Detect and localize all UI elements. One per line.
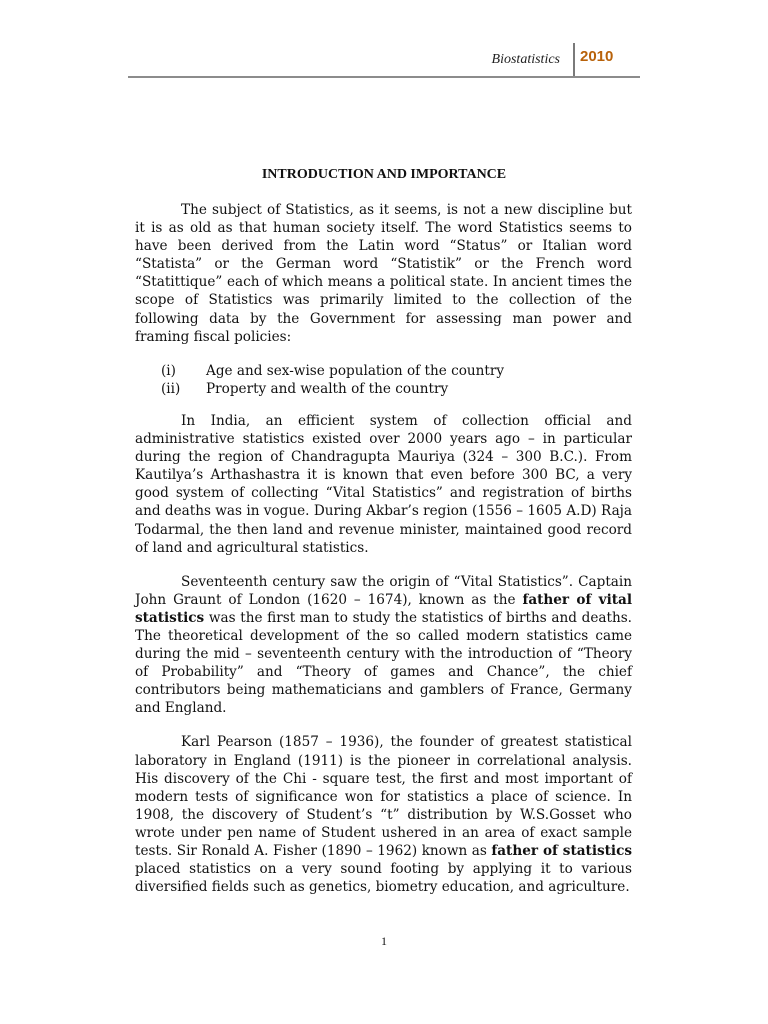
paragraph-text: Seventeenth century saw the origin of “Vital Statistics”. Captain John Graunt of London (1620 – 1674), known as the — [135, 573, 632, 608]
paragraph-text: placed statistics on a very sound footing by applying it to various diversified fields such as genetics, biometry education, and agriculture. — [135, 861, 632, 896]
bold-term: father of statistics — [491, 843, 633, 859]
document-body — [135, 201, 632, 912]
list-item — [135, 362, 632, 380]
list-item-number: (i) — [161, 362, 176, 379]
page-number: 1 — [381, 934, 387, 948]
bold-term: father of vital statistics — [135, 591, 632, 626]
header-title: Biostatistics — [491, 52, 560, 67]
paragraph-pearson — [135, 733, 632, 896]
data-list — [135, 362, 632, 398]
paragraph-text: was the first man to study the statistics of births and deaths. The theoretical development of the so called modern statistics came during the mid – seventeenth century with the introduction of “Theory of Probability” and “Theory of games and Chance”, the chief contributors being mathematicians and gamblers of France, Germany and England. — [135, 609, 632, 717]
document-title: INTRODUCTION AND IMPORTANCE — [261, 167, 507, 182]
header-rule — [128, 76, 640, 78]
header-year: 2010 — [580, 48, 614, 65]
paragraph-intro: The subject of Statistics, as it seems, is not a new discipline but it is as old as that human society itself. The word Statistics seems to have been derived from the Latin word “Status” or Italian word “Statista” or the German word “Statistik” or the French word “Statittique” each of which means a political state. In ancient times the scope of Statistics was primarily limited to the collection of the following data by the Government for assessing man power and framing fiscal policies: — [135, 202, 632, 345]
list-item — [135, 380, 632, 398]
paragraph-vital-statistics — [135, 573, 632, 718]
paragraph-text: Karl Pearson (1857 – 1936), the founder of greatest statistical laboratory in England (1911) is the pioneer in correlational analysis. His discovery of the Chi - square test, the first and most important of modern tests of significance won for statistics a place of science. In 1908, the discovery of Student’s “t” distribution by W.S.Gosset who wrote under pen name of Student ushered in an area of exact sample tests. Sir Ronald A. Fisher (1890 – 1962) known as — [135, 734, 632, 859]
header-vertical-divider — [573, 43, 575, 78]
paragraph-india: In India, an efficient system of collection official and administrative statistics existed over 2000 years ago – in particular during the region of Chandragupta Mauriya (324 – 300 B.C.). From Kautilya’s Arthashastra it is known that even before 300 BC, a very good system of collecting “Vital Statistics” and registration of births and deaths was in vogue. During Akbar’s region (1556 – 1605 A.D) Raja Todarmal, the then land and revenue minister, maintained good record of land and agricultural statistics. — [135, 412, 632, 556]
list-item-number: (ii) — [161, 380, 181, 397]
list-item-text: Age and sex-wise population of the country — [206, 362, 505, 379]
list-item-text: Property and wealth of the country — [206, 380, 449, 397]
